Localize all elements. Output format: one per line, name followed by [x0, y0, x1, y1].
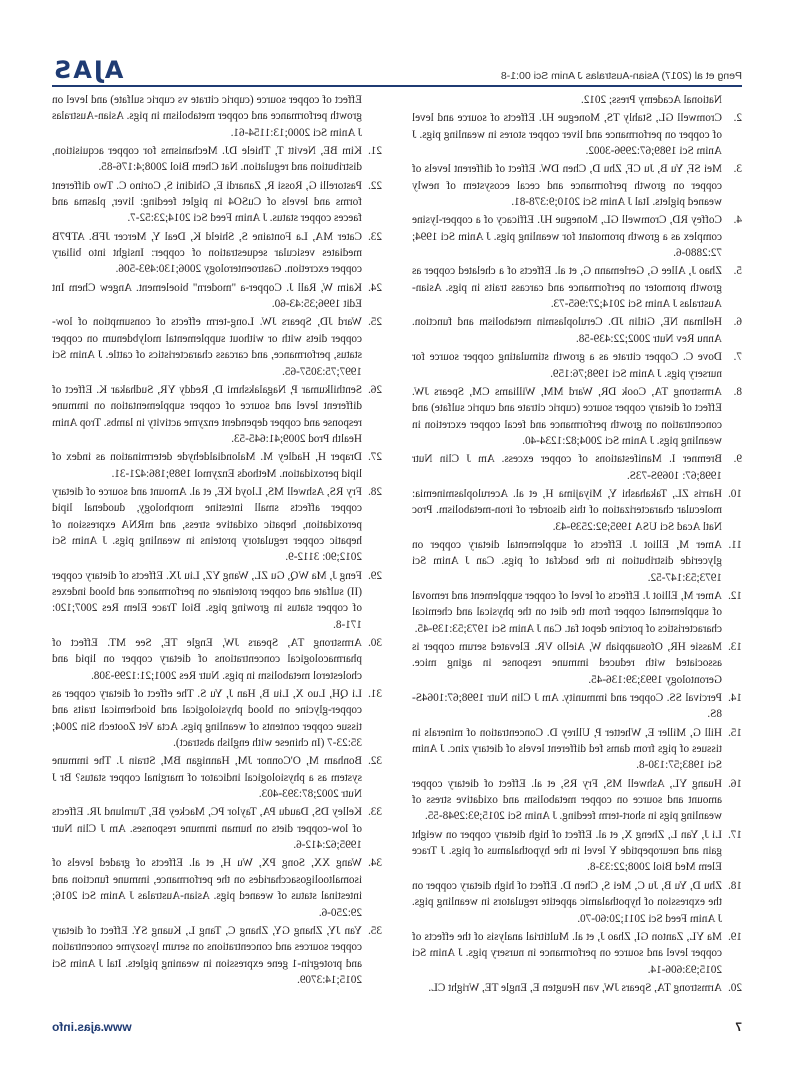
reference-entry [52, 178, 382, 227]
reference-text: National Academy Press; 2012. [580, 94, 722, 106]
reference-entry [412, 384, 742, 449]
reference-number: 14. [728, 692, 742, 705]
reference-text: Amer M, Elliot J. Effects of level of copper supplement and removal of supplemental copper from the diet on the physical and chemical characteristics of porcine depot fat. Can J Anim Sci 1973;53:139-45. [412, 589, 722, 635]
reference-text: Coffey RD, Cromwell GL, Monegue HJ. Efficacy of a copper-lysine complex as a growth promotant for weanling pigs. J Anim Sci 1994; 72:2880-6. [412, 214, 722, 260]
reference-entry [412, 110, 742, 159]
reference-number: 5. [733, 265, 742, 278]
reference-number: 13. [728, 641, 742, 653]
reference-number: 11. [728, 538, 742, 551]
reference-number: 21. [368, 145, 382, 158]
reference-number: 26. [368, 383, 382, 396]
reference-number: 4. [733, 214, 742, 227]
reference-number: 31. [368, 688, 382, 701]
journal-logo: AJAS [52, 56, 124, 84]
reference-number: 9. [733, 453, 742, 466]
reference-text: Mei SF, Yu B, Ju CF, Zhu D, Chen DW. Effect of different levels of copper on growth performance and cecal ecosystem of newly weaned piglets. Ital J Anim Sci 2010;9:378-81. [412, 163, 722, 209]
reference-entry [412, 878, 742, 927]
reference-text: Cromwell GL, Stahly TS, Monegue HJ. Effects of source and level of copper on performance and liver copper stores in weanling pigs. J Anim Sci 1989;67:2996-3002. [412, 112, 722, 158]
reference-text: Fry RS, Ashwell MS, Lloyd KE, et al. Amount and source of dietary copper affects small intestine morphology, duodenal lipid peroxidation, hepatic oxidative stress, and mRNA expression of hepatic copper regulatory proteins in weanling pigs. J Anim Sci 2012;90: 3112-9. [52, 485, 362, 564]
reference-entry [52, 382, 382, 447]
page-footer [52, 1020, 742, 1034]
reference-text: Ma YL, Zanton GI, Zhao J, et al. Multitrial analysis of the effects of copper level and source on performance in nursery pigs. J Anim Sci 2015;93:606-14. [412, 930, 722, 976]
reference-column-right [52, 92, 382, 990]
reference-text: Hill G, Miller E, Whetter P, Ullrey D. Concentration of minerals in tissues of pigs from dams fed different levels of dietary zinc. J Anim Sci 1983;57:130-8. [412, 726, 722, 772]
reference-entry [52, 855, 382, 920]
reference-entry [52, 686, 382, 751]
reference-entry [52, 314, 382, 379]
reference-entry [412, 263, 742, 312]
reference-number: 22. [368, 179, 382, 192]
reference-text: Hellman NE, Gitlin JD. Ceruloplasmin metabolism and function. Annu Rev Nutr 2002;22:439-58. [412, 316, 722, 345]
journal-website-link[interactable]: www.ajas.info [52, 1020, 132, 1034]
reference-number: 18. [728, 879, 742, 892]
reference-entry [412, 161, 742, 210]
reference-text: Armstrong TA, Spears JW, van Heugten E, Engle TE, Wright CL. [428, 981, 722, 994]
page-number: 7 [735, 1020, 742, 1034]
reference-text: Armstrong TA, Spears JW, Engle TE, See MT. Effect of pharmacological concentrations of dietary copper on lipid and cholesterol metabolism in pigs. Nutr Res 2001;21:1299-308. [52, 637, 362, 682]
reference-text: Cater MA, La Fontaine S, Shield K, Deal Y, Mercer JFB. ATP7B mediates vesicular sequestration of copper: Insight into biliary copper excretion. Gastroenterology 2006;130:493-506. [52, 230, 362, 276]
reference-text: Harris ZL, Takahashi Y, Miyajima H, et al. Aceruloplasminemia: molecular characterization of this disorder of iron-metabolism. Proc Natl Acad Sci USA 1995;92:2539-43. [412, 487, 722, 533]
reference-text: Yan JY, Zhang GY, Zhang C, Tang L, Kuang SY. Effect of dietary copper sources and concentrations on serum lysozyme concentration and protegrin-1 gene expression in weaning piglets. Ital J Anim Sci 2015;14:3709. [52, 924, 362, 986]
reference-entry [52, 484, 382, 566]
reference-entry [412, 980, 742, 996]
reference-entry [412, 690, 742, 723]
reference-entry [412, 537, 742, 586]
reference-entry [52, 229, 382, 278]
reference-text: Li QH, Luo X, Liu B, Han J, Yu S. The effect of dietary copper as copper-glycine on blood physiological and biochemical traits and tissue copper contents of weanling pigs. Acta Vet Zootech Sin 2004; 35:23-7 (In chinese with english abstract). [52, 688, 362, 750]
reference-entry [52, 804, 382, 853]
reference-entry [52, 92, 382, 141]
reference-text: Kim BE, Nevitt T, Thiele DJ. Mechanisms for copper acquisition, distribution and regulation. Nat Chem Biol 2008;4:176-85. [52, 145, 362, 174]
reference-number: 32. [368, 755, 382, 768]
reference-number: 25. [368, 316, 382, 329]
reference-number: 33. [368, 806, 382, 819]
reference-number: 8. [733, 385, 742, 398]
reference-entry [52, 753, 382, 802]
reference-text: Kelley DS, Daudu PA, Taylor PC, Mackey BE, Turnlund JR. Effects of low-copper diets on human immune responses. Am J Clin Nutr 1995;62:412-6. [52, 806, 362, 852]
reference-entry [52, 568, 382, 633]
reference-number: 19. [728, 930, 742, 943]
reference-number: 17. [728, 828, 742, 841]
reference-text: Huang YL, Ashwell MS, Fry RS, et al. Effect of dietary copper amount and source on copper metabolism and oxidative stress of weanling pigs in short-term feeding. J Anim Sci 2015;93:2948-55. [412, 777, 722, 823]
reference-entry [412, 776, 742, 825]
reference-entry [412, 486, 742, 535]
page-header [52, 58, 742, 87]
reference-entry [412, 588, 742, 637]
reference-number: 20. [728, 981, 742, 994]
reference-number: 6. [733, 316, 742, 329]
reference-text: Dove C. Copper citrate as a growth stimulating copper source for nursery pigs. J Anim Sci 1998;76:159. [412, 351, 722, 380]
reference-text: Bremner I. Manifestations of copper excess. Am J Clin Nutr 1998;67: 1069S-73S. [412, 453, 722, 482]
reference-number: 35. [368, 924, 382, 937]
reference-text: Kaim W, Rall J. Copper-a "modern" bioelement. Angew Chem Int Edit 1996;35:43-60. [52, 281, 362, 311]
reference-entry [412, 451, 742, 484]
reference-entry [412, 725, 742, 774]
reference-text: Wang XX, Song PX, Wu H, et al. Effects of graded levels of isomaltooligosaccharides on the performance, immune function and intestinal status of weaned pigs. Asian-Australas J Anim Sci 2016; 29:250-6. [52, 857, 362, 919]
reference-number: 24. [368, 281, 382, 294]
reference-entry [52, 143, 382, 176]
reference-entry [412, 349, 742, 382]
reference-entry [52, 280, 382, 313]
reference-text: Zhao J, Allee G, Gerlemann G, et al. Effects of a chelated copper as growth promoter on performance and carcass traits in pigs. Asian-Australas J Anim Sci 2014;27:965-73. [412, 265, 722, 311]
reference-entry [412, 212, 742, 261]
reference-text: Amer M, Elliot J. Effects of supplemental dietary copper on glyceride distribution in the backfat of pigs. Can J Anim Sci 1973;53:147-52. [412, 538, 722, 584]
reference-entry [52, 923, 382, 988]
reference-text: Massie HR, Ofosuappiah W, Aiello VR. Elevated serum copper is associated with reduced immune response in aging mice. Gerontology 1993;39:136-45. [412, 641, 722, 686]
reference-text: Percival SS. Copper and immunity. Am J Clin Nutr 1998;67:1064S-8S. [412, 692, 722, 721]
reference-entry [52, 635, 382, 684]
reference-entry [412, 639, 742, 688]
reference-entry [52, 449, 382, 482]
reference-text: Zhu D, Yu B, Ju C, Mei S, Chen D. Effect of high dietary copper on the expression of hypothalamic appetite regulators in weanling pigs. J Anim Feed Sci 2011;20:60-70. [412, 879, 722, 925]
reference-number: 30. [368, 637, 382, 649]
reference-number: 16. [728, 777, 742, 790]
reference-text: Draper H, Hadley M. Malondialdehyde determination as index of lipid peroxidation. Methods Enzymol 1989;186:421-31. [52, 451, 362, 480]
reference-number: 3. [733, 163, 742, 176]
reference-number: 12. [728, 589, 742, 602]
reference-entry [412, 929, 742, 978]
reference-text: Effect of copper source (cupric citrate vs cupric sulfate) and level on growth performance and copper metabolism in pigs. Asian-Australas J Anim Sci 2000;13:1154-61. [52, 94, 362, 139]
reference-text: Li J, Yan L, Zheng X, et al. Effect of high dietary copper on weight gain and neuropeptide Y level in the hypothalamus of pigs. J Trace Elem Med Biol 2008;22:33-8. [412, 828, 722, 874]
reference-number: 23. [368, 230, 382, 243]
reference-text: Armstrong TA, Cook DR, Ward MM, Williams CM, Spears JW. Effect of dietary copper source (cupric citrate and cupric sulfate) and concentration on growth performance and fecal copper excretion in weanling pigs. J Anim Sci 2004;82:1234-40. [412, 385, 722, 447]
reference-text: Bonham M, O'Connor JM, Hannigan BM, Strain J. The immune system as a physiological indicator of marginal copper status? Br J Nutr 2002;87:393-403. [52, 755, 362, 801]
reference-text: Ward JD, Spears JW. Long-term effects of consumption of low-copper diets with or without supplemental molybdenum on copper status, performance, and carcass characteristics of cattle. J Anim Sci 1997;75:3057-65. [52, 316, 362, 378]
reference-column-left [412, 92, 742, 998]
reference-number: 34. [368, 857, 382, 870]
reference-entry [412, 314, 742, 347]
reference-number: 2. [733, 112, 742, 125]
reference-number: 28. [368, 485, 382, 498]
reference-number: 7. [733, 351, 742, 364]
reference-text: Senthilkumar P, Nagalakshmi D, Reddy YR, Sudhakar K. Effect of different level and source of copper supplementation on immune response and copper dependent enzyme activity in lambs. Trop Anim Health Prod 2009;41:645-53. [52, 383, 362, 445]
reference-number: 10. [728, 487, 742, 500]
reference-text: Pastorelli G, Rossi R, Zanardi E, Ghidini S, Corino C. Two different forms and levels of CuSO4 in piglet feeding: liver, plasma and faeces copper status. J Anim Feed Sci 2014;23:52-7. [52, 179, 362, 225]
reference-entry [412, 827, 742, 876]
reference-text: Feng J, Ma WQ, Gu ZL, Wang YZ, Liu JX. Effects of dietary copper (II) sulfate and copper proteinate on performance and blood indexes of copper status in growing pigs. Biol Trace Elem Res 2007;120: 171-8. [52, 569, 362, 631]
running-head: Peng et al (2017) Asian-Australas J Anim Sci 00:1-8 [500, 70, 742, 82]
reference-number: 29. [368, 569, 382, 582]
reference-entry [412, 92, 742, 108]
reference-number: 27. [368, 451, 382, 464]
reference-number: 15. [728, 726, 742, 739]
